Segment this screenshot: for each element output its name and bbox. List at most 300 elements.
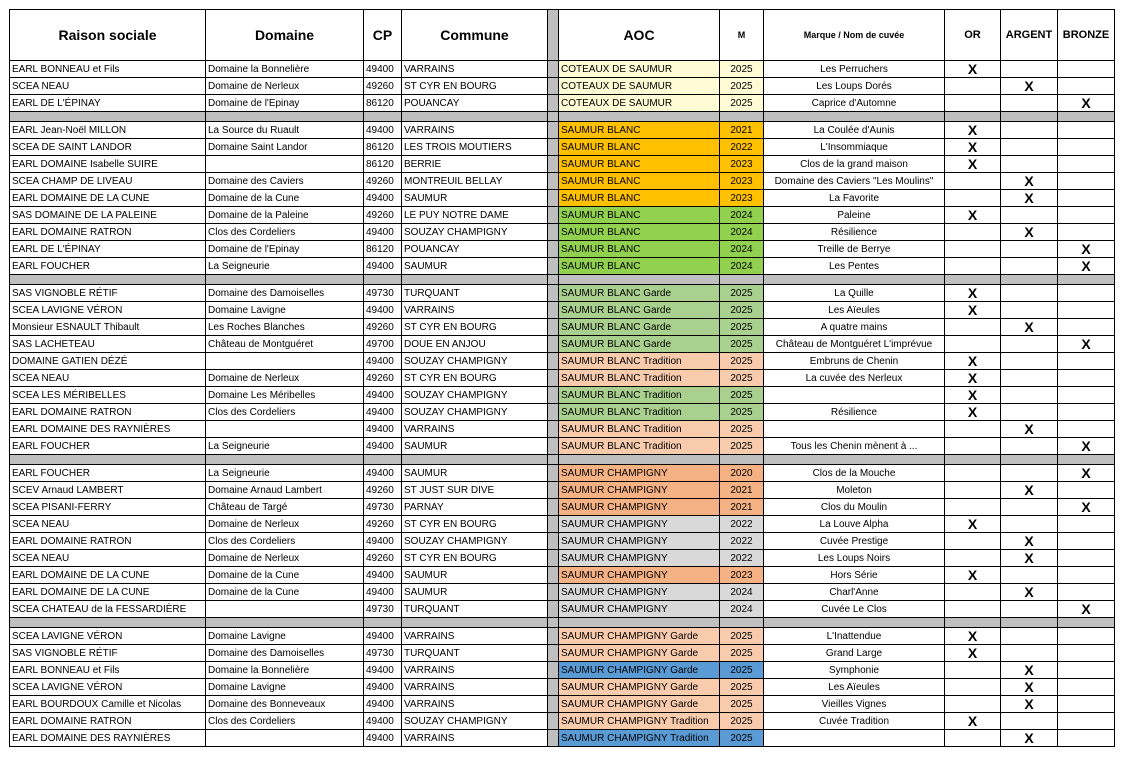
medal-bronze-cell	[1058, 662, 1115, 679]
marque-cell: Les Loups Noirs	[764, 550, 945, 567]
medal-bronze-cell	[1058, 421, 1115, 438]
medal-or-cell	[945, 319, 1001, 336]
cp-cell: 86120	[364, 241, 402, 258]
medal-argent-mark: X	[1001, 421, 1058, 438]
medal-argent-mark: X	[1001, 78, 1058, 95]
medal-or-mark: X	[945, 516, 1001, 533]
commune-cell: SAUMUR	[402, 190, 548, 207]
millesime-cell: 2021	[720, 482, 764, 499]
domaine-cell: Domaine de la Cune	[206, 584, 364, 601]
millesime-cell: 2024	[720, 241, 764, 258]
medal-bronze-cell	[1058, 645, 1115, 662]
commune-cell: SOUZAY CHAMPIGNY	[402, 713, 548, 730]
medal-argent-cell	[1001, 156, 1058, 173]
separator-cell	[764, 275, 945, 285]
medal-bronze-cell	[1058, 696, 1115, 713]
medal-or-cell	[945, 465, 1001, 482]
separator-cell	[402, 275, 548, 285]
millesime-cell: 2024	[720, 584, 764, 601]
domaine-cell: Domaine la Bonnelière	[206, 662, 364, 679]
marque-cell: Symphonie	[764, 662, 945, 679]
separator-cell	[1058, 275, 1115, 285]
table-row	[10, 302, 1115, 319]
table-row	[10, 241, 1115, 258]
separator-cell	[206, 275, 364, 285]
domaine-cell: Domaine de la Cune	[206, 190, 364, 207]
medal-or-mark: X	[945, 285, 1001, 302]
raison-sociale-cell: EARL DOMAINE RATRON	[10, 404, 206, 421]
separator-cell	[764, 455, 945, 465]
gap-cell	[548, 713, 559, 730]
header-m: M	[720, 10, 764, 61]
medal-bronze-cell	[1058, 78, 1115, 95]
medal-or-mark: X	[945, 645, 1001, 662]
aoc-cell: SAUMUR BLANC Tradition	[559, 421, 720, 438]
aoc-cell: SAUMUR BLANC Garde	[559, 302, 720, 319]
separator-cell	[548, 618, 559, 628]
medal-bronze-cell	[1058, 370, 1115, 387]
table-row	[10, 353, 1115, 370]
marque-cell	[764, 730, 945, 747]
separator-cell	[720, 112, 764, 122]
commune-cell: VARRAINS	[402, 61, 548, 78]
separator-cell	[364, 112, 402, 122]
marque-cell: Château de Montguéret L'imprévue	[764, 336, 945, 353]
medal-argent-mark: X	[1001, 190, 1058, 207]
separator-cell	[548, 455, 559, 465]
header-commune: Commune	[402, 10, 548, 61]
raison-sociale-cell: SCEA NEAU	[10, 78, 206, 95]
gap-cell	[548, 156, 559, 173]
commune-cell: BERRIE	[402, 156, 548, 173]
separator-cell	[945, 455, 1001, 465]
table-row	[10, 628, 1115, 645]
aoc-cell: SAUMUR BLANC	[559, 139, 720, 156]
table-row	[10, 499, 1115, 516]
medal-or-mark: X	[945, 713, 1001, 730]
gap-cell	[548, 61, 559, 78]
aoc-cell: SAUMUR BLANC	[559, 122, 720, 139]
header-cp: CP	[364, 10, 402, 61]
gap-cell	[548, 258, 559, 275]
commune-cell: SAUMUR	[402, 258, 548, 275]
table-row	[10, 438, 1115, 455]
marque-cell: Les Loups Dorés	[764, 78, 945, 95]
marque-cell: La cuvée des Nerleux	[764, 370, 945, 387]
group-separator	[10, 275, 1115, 285]
separator-cell	[945, 275, 1001, 285]
domaine-cell: Domaine de Nerleux	[206, 550, 364, 567]
medal-argent-cell	[1001, 302, 1058, 319]
marque-cell: Vieilles Vignes	[764, 696, 945, 713]
table-row	[10, 662, 1115, 679]
commune-cell: VARRAINS	[402, 662, 548, 679]
separator-cell	[720, 455, 764, 465]
separator-cell	[364, 618, 402, 628]
table-row	[10, 482, 1115, 499]
cp-cell: 49400	[364, 61, 402, 78]
aoc-cell: SAUMUR CHAMPIGNY	[559, 584, 720, 601]
separator-cell	[1001, 455, 1058, 465]
aoc-cell: SAUMUR CHAMPIGNY	[559, 567, 720, 584]
medal-bronze-cell	[1058, 122, 1115, 139]
separator-cell	[1058, 618, 1115, 628]
gap-cell	[548, 567, 559, 584]
separator-cell	[720, 275, 764, 285]
millesime-cell: 2022	[720, 139, 764, 156]
cp-cell: 49730	[364, 285, 402, 302]
marque-cell: Clos du Moulin	[764, 499, 945, 516]
cp-cell: 49400	[364, 628, 402, 645]
medal-or-mark: X	[945, 353, 1001, 370]
gap-cell	[548, 584, 559, 601]
medal-argent-cell	[1001, 645, 1058, 662]
gap-cell	[548, 438, 559, 455]
marque-cell: Charl'Anne	[764, 584, 945, 601]
domaine-cell: Domaine Saint Landor	[206, 139, 364, 156]
gap-cell	[548, 482, 559, 499]
medal-bronze-cell	[1058, 387, 1115, 404]
group-separator	[10, 618, 1115, 628]
table-row	[10, 319, 1115, 336]
marque-cell: Les Aïeules	[764, 302, 945, 319]
aoc-cell: SAUMUR CHAMPIGNY Garde	[559, 645, 720, 662]
commune-cell: SOUZAY CHAMPIGNY	[402, 387, 548, 404]
domaine-cell: Domaine Lavigne	[206, 302, 364, 319]
aoc-cell: SAUMUR CHAMPIGNY Garde	[559, 628, 720, 645]
medal-bronze-mark: X	[1058, 601, 1115, 618]
commune-cell: ST JUST SUR DIVE	[402, 482, 548, 499]
medal-argent-mark: X	[1001, 482, 1058, 499]
millesime-cell: 2025	[720, 61, 764, 78]
gap-cell	[548, 601, 559, 618]
commune-cell: ST CYR EN BOURG	[402, 319, 548, 336]
domaine-cell: Domaine de l'Epinay	[206, 95, 364, 112]
aoc-cell: SAUMUR CHAMPIGNY	[559, 516, 720, 533]
cp-cell: 49400	[364, 421, 402, 438]
millesime-cell: 2025	[720, 319, 764, 336]
medal-or-cell	[945, 679, 1001, 696]
table-row	[10, 567, 1115, 584]
medal-bronze-cell	[1058, 713, 1115, 730]
raison-sociale-cell: SAS VIGNOBLE RÉTIF	[10, 285, 206, 302]
raison-sociale-cell: Monsieur ESNAULT Thibault	[10, 319, 206, 336]
table-row	[10, 207, 1115, 224]
medal-or-mark: X	[945, 387, 1001, 404]
separator-cell	[10, 455, 206, 465]
table-row	[10, 696, 1115, 713]
separator-cell	[206, 112, 364, 122]
medal-or-mark: X	[945, 156, 1001, 173]
marque-cell: Clos de la grand maison	[764, 156, 945, 173]
medal-argent-cell	[1001, 601, 1058, 618]
medal-bronze-mark: X	[1058, 258, 1115, 275]
cp-cell: 49260	[364, 550, 402, 567]
gap-cell	[548, 421, 559, 438]
table-row	[10, 387, 1115, 404]
cp-cell: 86120	[364, 156, 402, 173]
cp-cell: 49260	[364, 78, 402, 95]
medal-argent-cell	[1001, 465, 1058, 482]
gap-cell	[548, 95, 559, 112]
marque-cell: Grand Large	[764, 645, 945, 662]
cp-cell: 86120	[364, 95, 402, 112]
medal-bronze-cell	[1058, 353, 1115, 370]
separator-cell	[206, 455, 364, 465]
raison-sociale-cell: EARL DE L'ÉPINAY	[10, 241, 206, 258]
medal-or-cell	[945, 241, 1001, 258]
table-row	[10, 224, 1115, 241]
millesime-cell: 2025	[720, 404, 764, 421]
commune-cell: VARRAINS	[402, 421, 548, 438]
cp-cell: 49700	[364, 336, 402, 353]
separator-cell	[559, 112, 720, 122]
raison-sociale-cell: EARL DOMAINE RATRON	[10, 533, 206, 550]
medal-or-mark: X	[945, 404, 1001, 421]
commune-cell: LE PUY NOTRE DAME	[402, 207, 548, 224]
raison-sociale-cell: SAS DOMAINE DE LA PALEINE	[10, 207, 206, 224]
aoc-cell: SAUMUR BLANC	[559, 241, 720, 258]
separator-cell	[548, 112, 559, 122]
marque-cell: Moleton	[764, 482, 945, 499]
aoc-cell: SAUMUR CHAMPIGNY	[559, 533, 720, 550]
millesime-cell: 2024	[720, 224, 764, 241]
aoc-cell: SAUMUR CHAMPIGNY	[559, 601, 720, 618]
medal-argent-mark: X	[1001, 550, 1058, 567]
medal-or-cell	[945, 78, 1001, 95]
raison-sociale-cell: SCEA LES MÉRIBELLES	[10, 387, 206, 404]
separator-cell	[548, 275, 559, 285]
medal-argent-cell	[1001, 404, 1058, 421]
commune-cell: POUANCAY	[402, 95, 548, 112]
medal-argent-mark: X	[1001, 224, 1058, 241]
medal-bronze-cell	[1058, 139, 1115, 156]
marque-cell: Clos de la Mouche	[764, 465, 945, 482]
separator-cell	[402, 455, 548, 465]
medal-or-cell	[945, 662, 1001, 679]
millesime-cell: 2025	[720, 336, 764, 353]
raison-sociale-cell: SCEA LAVIGNE VÉRON	[10, 302, 206, 319]
table-row	[10, 601, 1115, 618]
aoc-cell: SAUMUR CHAMPIGNY Garde	[559, 662, 720, 679]
gap-cell	[548, 516, 559, 533]
commune-cell: ST CYR EN BOURG	[402, 78, 548, 95]
table-row	[10, 584, 1115, 601]
separator-cell	[1001, 275, 1058, 285]
raison-sociale-cell: EARL DOMAINE DE LA CUNE	[10, 567, 206, 584]
marque-cell: Caprice d'Automne	[764, 95, 945, 112]
separator-cell	[559, 275, 720, 285]
separator-cell	[10, 112, 206, 122]
medal-or-mark: X	[945, 139, 1001, 156]
gap-cell	[548, 285, 559, 302]
medal-argent-cell	[1001, 713, 1058, 730]
cp-cell: 49400	[364, 438, 402, 455]
medal-bronze-cell	[1058, 584, 1115, 601]
cp-cell: 49400	[364, 387, 402, 404]
domaine-cell: Les Roches Blanches	[206, 319, 364, 336]
marque-cell: Résilience	[764, 404, 945, 421]
gap-cell	[548, 679, 559, 696]
cp-cell: 49400	[364, 679, 402, 696]
marque-cell: Embruns de Chenin	[764, 353, 945, 370]
domaine-cell: Domaine de la Paleine	[206, 207, 364, 224]
commune-cell: SAUMUR	[402, 567, 548, 584]
millesime-cell: 2025	[720, 696, 764, 713]
cp-cell: 49400	[364, 190, 402, 207]
domaine-cell: La Source du Ruault	[206, 122, 364, 139]
aoc-cell: SAUMUR BLANC Garde	[559, 319, 720, 336]
medal-bronze-cell	[1058, 61, 1115, 78]
medal-argent-mark: X	[1001, 173, 1058, 190]
domaine-cell	[206, 601, 364, 618]
marque-cell: Les Pentes	[764, 258, 945, 275]
raison-sociale-cell: EARL FOUCHER	[10, 258, 206, 275]
millesime-cell: 2025	[720, 285, 764, 302]
aoc-cell: SAUMUR CHAMPIGNY Tradition	[559, 730, 720, 747]
medal-or-mark: X	[945, 567, 1001, 584]
separator-cell	[764, 112, 945, 122]
medal-bronze-mark: X	[1058, 499, 1115, 516]
medal-bronze-cell	[1058, 482, 1115, 499]
raison-sociale-cell: EARL DOMAINE DE LA CUNE	[10, 190, 206, 207]
table-row	[10, 404, 1115, 421]
medal-bronze-cell	[1058, 516, 1115, 533]
gap-cell	[548, 499, 559, 516]
commune-cell: ST CYR EN BOURG	[402, 550, 548, 567]
gap-cell	[548, 122, 559, 139]
table-row	[10, 285, 1115, 302]
millesime-cell: 2021	[720, 122, 764, 139]
separator-cell	[1001, 112, 1058, 122]
domaine-cell: Domaine des Caviers	[206, 173, 364, 190]
commune-cell: DOUE EN ANJOU	[402, 336, 548, 353]
raison-sociale-cell: SCEA CHAMP DE LIVEAU	[10, 173, 206, 190]
domaine-cell	[206, 353, 364, 370]
medal-bronze-cell	[1058, 567, 1115, 584]
cp-cell: 49730	[364, 645, 402, 662]
domaine-cell: Domaine de Nerleux	[206, 78, 364, 95]
table-row	[10, 713, 1115, 730]
medal-argent-mark: X	[1001, 679, 1058, 696]
raison-sociale-cell: EARL DOMAINE DES RAYNIÈRES	[10, 421, 206, 438]
millesime-cell: 2025	[720, 421, 764, 438]
raison-sociale-cell: SCEA NEAU	[10, 370, 206, 387]
millesime-cell: 2022	[720, 550, 764, 567]
domaine-cell	[206, 730, 364, 747]
domaine-cell: La Seigneurie	[206, 258, 364, 275]
medal-or-mark: X	[945, 370, 1001, 387]
raison-sociale-cell: SCEA LAVIGNE VÉRON	[10, 679, 206, 696]
gap-cell	[548, 139, 559, 156]
medal-or-cell	[945, 95, 1001, 112]
commune-cell: SOUZAY CHAMPIGNY	[402, 353, 548, 370]
commune-cell: TURQUANT	[402, 601, 548, 618]
medal-bronze-cell	[1058, 533, 1115, 550]
header-domaine: Domaine	[206, 10, 364, 61]
medal-argent-cell	[1001, 258, 1058, 275]
medal-or-cell	[945, 173, 1001, 190]
cp-cell: 49400	[364, 258, 402, 275]
gap-cell	[548, 336, 559, 353]
medal-bronze-mark: X	[1058, 438, 1115, 455]
domaine-cell: La Seigneurie	[206, 465, 364, 482]
gap-cell	[548, 302, 559, 319]
header-or: OR	[945, 10, 1001, 61]
cp-cell: 49400	[364, 713, 402, 730]
domaine-cell	[206, 156, 364, 173]
medal-argent-cell	[1001, 122, 1058, 139]
millesime-cell: 2020	[720, 465, 764, 482]
commune-cell: VARRAINS	[402, 122, 548, 139]
aoc-cell: SAUMUR CHAMPIGNY	[559, 499, 720, 516]
commune-cell: VARRAINS	[402, 730, 548, 747]
domaine-cell: La Seigneurie	[206, 438, 364, 455]
separator-cell	[1001, 618, 1058, 628]
commune-cell: VARRAINS	[402, 628, 548, 645]
separator-cell	[945, 112, 1001, 122]
medal-argent-cell	[1001, 438, 1058, 455]
table-row	[10, 122, 1115, 139]
millesime-cell: 2025	[720, 78, 764, 95]
table-row	[10, 156, 1115, 173]
domaine-cell: Domaine la Bonnelière	[206, 61, 364, 78]
raison-sociale-cell: EARL BONNEAU et Fils	[10, 662, 206, 679]
raison-sociale-cell: EARL DOMAINE RATRON	[10, 224, 206, 241]
millesime-cell: 2023	[720, 567, 764, 584]
commune-cell: ST CYR EN BOURG	[402, 370, 548, 387]
cp-cell: 49260	[364, 370, 402, 387]
medal-bronze-cell	[1058, 224, 1115, 241]
medal-argent-cell	[1001, 353, 1058, 370]
cp-cell: 49400	[364, 302, 402, 319]
raison-sociale-cell: SCEA PISANI-FERRY	[10, 499, 206, 516]
medal-argent-cell	[1001, 95, 1058, 112]
results-table	[9, 9, 1115, 747]
aoc-cell: SAUMUR CHAMPIGNY Garde	[559, 679, 720, 696]
millesime-cell: 2024	[720, 207, 764, 224]
medal-or-mark: X	[945, 207, 1001, 224]
raison-sociale-cell: EARL FOUCHER	[10, 465, 206, 482]
raison-sociale-cell: SCEV Arnaud LAMBERT	[10, 482, 206, 499]
cp-cell: 86120	[364, 139, 402, 156]
gap-cell	[548, 696, 559, 713]
separator-cell	[945, 618, 1001, 628]
group-separator	[10, 112, 1115, 122]
domaine-cell: Domaine de l'Epinay	[206, 241, 364, 258]
millesime-cell: 2025	[720, 679, 764, 696]
aoc-cell: SAUMUR CHAMPIGNY Tradition	[559, 713, 720, 730]
millesime-cell: 2023	[720, 190, 764, 207]
commune-cell: MONTREUIL BELLAY	[402, 173, 548, 190]
commune-cell: TURQUANT	[402, 645, 548, 662]
raison-sociale-cell: EARL BOURDOUX Camille et Nicolas	[10, 696, 206, 713]
commune-cell: SAUMUR	[402, 438, 548, 455]
millesime-cell: 2021	[720, 499, 764, 516]
aoc-cell: COTEAUX DE SAUMUR	[559, 95, 720, 112]
separator-cell	[1058, 112, 1115, 122]
commune-cell: VARRAINS	[402, 679, 548, 696]
separator-cell	[559, 618, 720, 628]
medal-or-cell	[945, 258, 1001, 275]
domaine-cell: Domaine Les Méribelles	[206, 387, 364, 404]
medal-argent-cell	[1001, 499, 1058, 516]
aoc-cell: SAUMUR BLANC	[559, 207, 720, 224]
medal-or-cell	[945, 499, 1001, 516]
medal-bronze-cell	[1058, 173, 1115, 190]
medal-or-cell	[945, 584, 1001, 601]
medal-bronze-cell	[1058, 156, 1115, 173]
